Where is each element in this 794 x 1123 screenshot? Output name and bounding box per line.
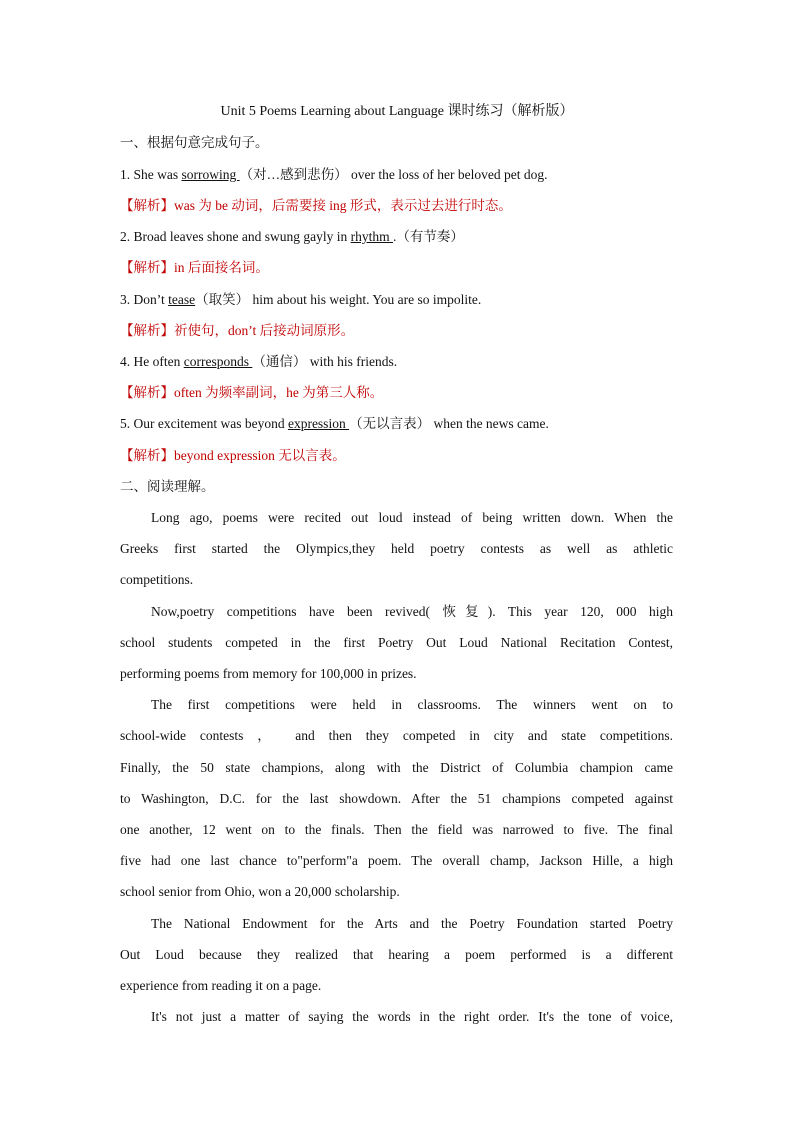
question-2	[120, 227, 673, 247]
passage-line: one another, 12 went on to the finals. Then the field was narrowed to five. The final	[120, 822, 673, 837]
passage-line: to Washington, D.C. for the last showdown. After the 51 champions competed against	[120, 791, 673, 806]
analysis-5: 【解析】beyond expression 无以言表。	[120, 448, 346, 463]
passage-line: Long ago, poems were recited out loud instead of being written down. When the	[151, 510, 673, 525]
passage-line: competitions.	[120, 572, 194, 587]
question-1	[120, 165, 673, 185]
section-2-heading: 二、阅读理解。	[120, 479, 215, 494]
page-title: Unit 5 Poems Learning about Language 课时练习（解析版）	[220, 104, 574, 119]
question-2-answer: rhythm	[350, 229, 393, 244]
question-3-answer: tease	[168, 292, 196, 307]
passage-line: It's not just a matter of saying the words in the right order. It's the tone of voice,	[151, 1009, 673, 1024]
question-1-answer: sorrowing	[181, 167, 240, 182]
analysis-2: 【解析】in 后面接名词。	[120, 260, 269, 275]
question-1-suffix: （对…感到悲伤） over the loss of her beloved pet dog.	[239, 167, 548, 182]
passage-line: five had one last chance to"perform"a poem. The overall champ, Jackson Hille, a high	[120, 853, 673, 868]
question-5-answer: expression	[287, 416, 350, 431]
passage-line: school-wide contests ， and then they competed in city and state competitions.	[120, 728, 673, 743]
question-4-answer: corresponds	[183, 354, 253, 369]
passage-line: experience from reading it on a page.	[120, 978, 322, 993]
question-3-suffix: （取笑） him about his weight. You are so impolite.	[195, 292, 482, 307]
passage-line: Greeks first started the Olympics,they held poetry contests as well as athletic	[120, 541, 673, 556]
question-5	[120, 414, 673, 434]
question-2-suffix: .（有节奏）	[392, 229, 464, 244]
question-3	[120, 290, 673, 310]
question-5-prefix: 5. Our excitement was beyond	[120, 416, 288, 431]
question-5-suffix: （无以言表） when the news came.	[349, 416, 549, 431]
question-2-prefix: 2. Broad leaves shone and swung gayly in	[120, 229, 351, 244]
section-1-heading: 一、根据句意完成句子。	[120, 135, 269, 150]
question-4-suffix: （通信） with his friends.	[252, 354, 398, 369]
analysis-3: 【解析】祈使句，don’t 后接动词原形。	[120, 323, 355, 338]
passage-line: school senior from Ohio, won a 20,000 scholarship.	[120, 884, 400, 899]
passage-line: school students competed in the first Poetry Out Loud National Recitation Contest,	[120, 635, 673, 650]
question-3-prefix: 3. Don’t	[120, 292, 169, 307]
analysis-4: 【解析】often 为频率副词，he 为第三人称。	[120, 385, 384, 400]
question-4	[120, 352, 673, 372]
analysis-1: 【解析】was 为 be 动词，后需要接 ing 形式，表示过去进行时态。	[120, 198, 512, 213]
question-4-prefix: 4. He often	[120, 354, 184, 369]
passage-line: Out Loud because they realized that hearing a poem performed is a different	[120, 947, 673, 962]
passage-line: Finally, the 50 state champions, along with the District of Columbia champion came	[120, 760, 673, 775]
passage-line: The first competitions were held in classrooms. The winners went on to	[151, 697, 673, 712]
passage-line: The National Endowment for the Arts and the Poetry Foundation started Poetry	[151, 916, 673, 931]
question-1-prefix: 1. She was	[120, 167, 182, 182]
passage-line: performing poems from memory for 100,000 in prizes.	[120, 666, 417, 681]
passage-line: Now,poetry competitions have been revived( 恢复). This year 120, 000 high	[151, 604, 673, 619]
